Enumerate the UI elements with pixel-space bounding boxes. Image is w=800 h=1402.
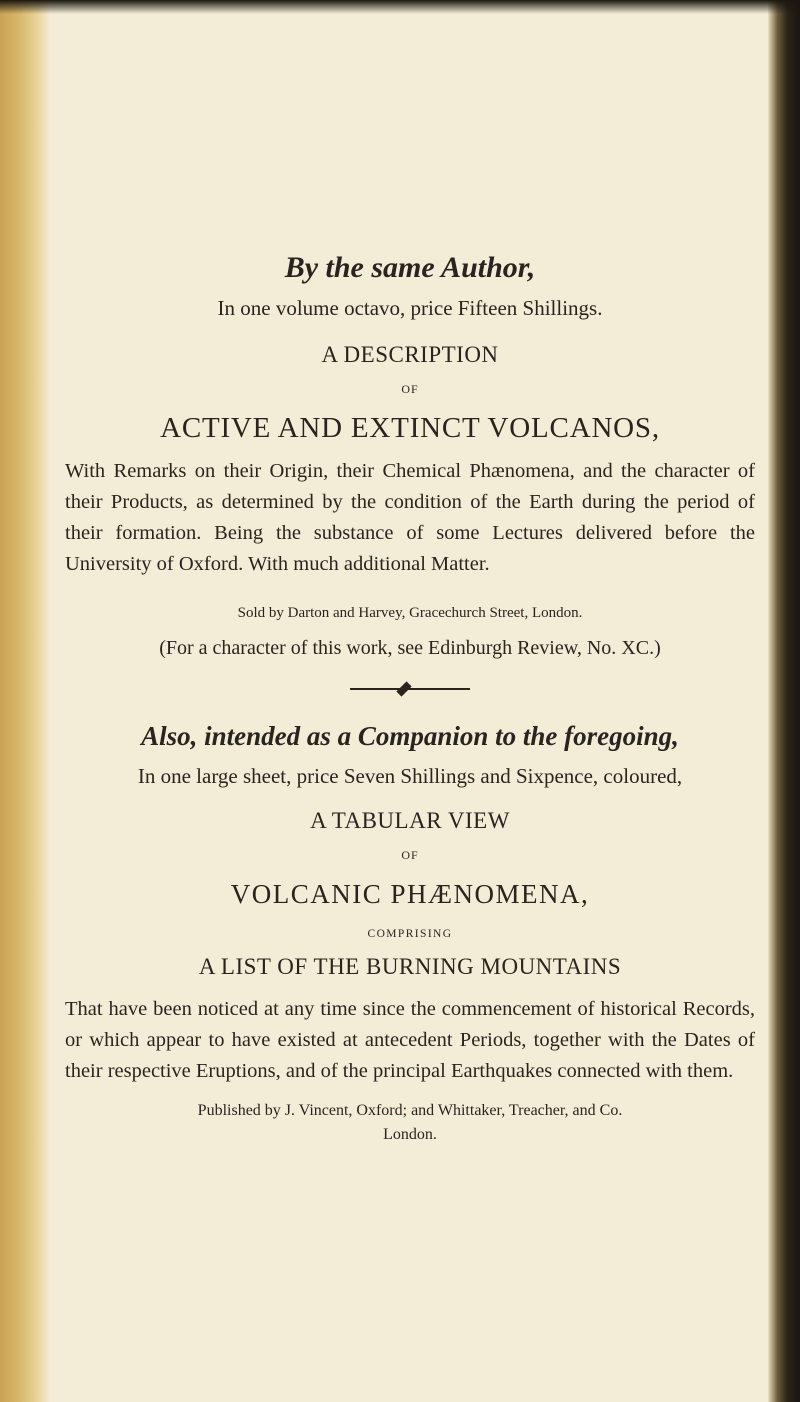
advertisement-volcanos-book (65, 250, 755, 662)
format-price-line: In one large sheet, price Seven Shillings and Sixpence, coloured, (137, 764, 683, 788)
sheet-description: That have been noticed at any time since the commencement of historical Records, or which appear to have existed at antecedent Periods, together with the Dates of their respective Eruptions, and of the principal Earthquakes connected with them. (65, 998, 755, 1082)
book-spine-shadow (768, 0, 800, 1402)
advertisement-page (65, 250, 755, 1147)
sheet-title-line1: A TABULAR VIEW (310, 808, 510, 833)
page-top-shadow (0, 0, 800, 14)
section-heading: Also, intended as a Companion to the foregoing, (141, 721, 679, 751)
advertisement-tabular-view (65, 718, 755, 1147)
review-note: (For a character of this work, see Edinburgh Review, No. XC.) (159, 637, 661, 659)
publisher-line: Published by J. Vincent, Oxford; and Whittaker, Treacher, and Co. (197, 1102, 623, 1119)
section-heading: By the same Author, (284, 251, 536, 284)
page-edge-left (0, 0, 50, 1402)
book-title-line1: A DESCRIPTION (321, 342, 499, 367)
ornamental-divider (350, 688, 470, 690)
sheet-title-line2: VOLCANIC PHÆNOMENA, (230, 879, 590, 909)
book-description: With Remarks on their Origin, their Chemical Phænomena, and the character of their Products, as determined by the condition of the Earth during the period of their formation. Being the substance of some Lectures delivered before the University of Oxford. With much additional Matter. (65, 460, 755, 575)
sheet-title-line3: A LIST OF THE BURNING MOUNTAINS (198, 954, 622, 979)
book-title-line2: ACTIVE AND EXTINCT VOLCANOS, (160, 412, 660, 444)
publisher-city: London. (383, 1126, 437, 1143)
comprising-connector: COMPRISING (367, 928, 453, 940)
sold-by-line: Sold by Darton and Harvey, Gracechurch Street, London. (237, 605, 583, 621)
of-connector: OF (401, 848, 419, 862)
format-price-line: In one volume octavo, price Fifteen Shillings. (217, 296, 603, 320)
of-connector: OF (401, 382, 419, 396)
